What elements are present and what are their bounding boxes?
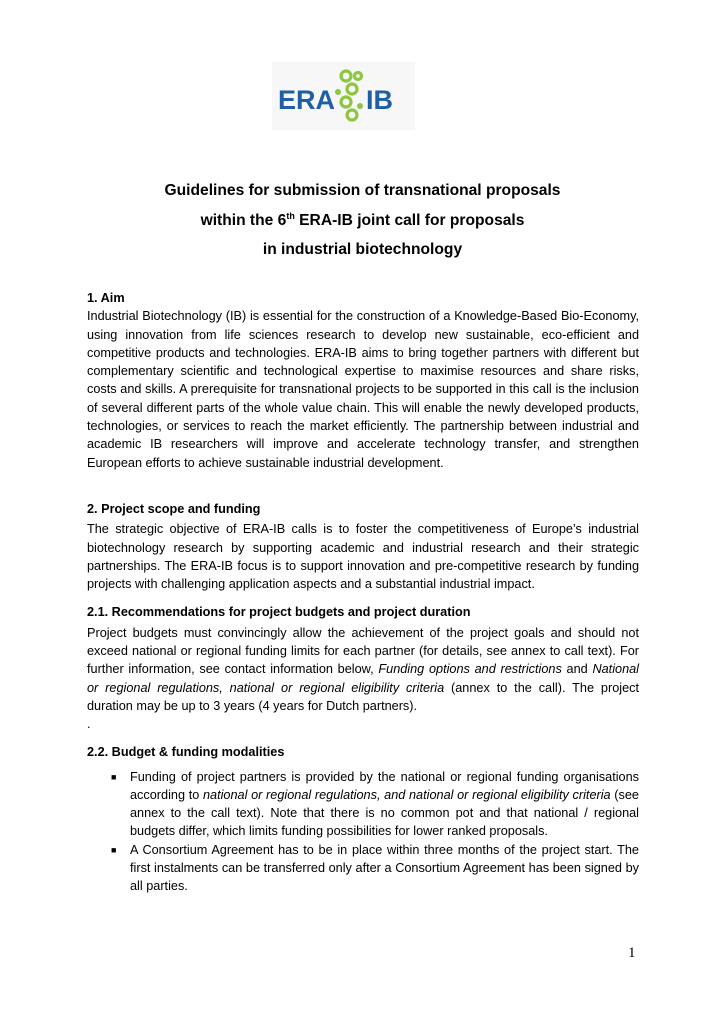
document-title (0, 176, 725, 265)
list-item: ■ Funding of project partners is provided by the national or regional funding organisations according to national or regional regulations, and national or regional eligibility criteria (see annex to the call text). Note that there is no common pot and that national / regional budgets differ, which limits funding possibilities for lower ranked proposals. (111, 769, 639, 839)
title-line-2 (0, 206, 725, 236)
title-line-1: Guidelines for submission of transnational proposals (164, 182, 561, 199)
logo-era-text: ERA (278, 85, 336, 115)
section-2-1-heading: 2.1. Recommendations for project budgets and project duration (87, 605, 471, 620)
section-2-body: The strategic objective of ERA-IB calls is to foster the competitiveness of Europe’s industrial biotechnology research by supporting academic and industrial research and their strategic partnerships. The ERA-IB focus is to support innovation and pre-competitive research by funding projects with challenging application aspects and a substantial industrial impact. (87, 522, 639, 592)
era-ib-logo (272, 62, 415, 130)
era-ib-logo-graphic (272, 62, 415, 130)
bullet-icon: ■ (111, 771, 117, 782)
funding-options-reference: Funding options and restrictions (378, 662, 562, 677)
page-number: 1 (628, 945, 636, 961)
title-line-2-pre: within the 6 (200, 211, 287, 229)
logo-ib-text: IB (366, 85, 393, 115)
document-body (87, 289, 639, 896)
section-2-2-heading: 2.2. Budget & funding modalities (87, 745, 285, 760)
trailing-period: . (87, 717, 91, 732)
section-2-heading: 2. Project scope and funding (87, 501, 261, 516)
title-line-2-post: ERA-IB joint call for proposals (294, 211, 525, 229)
eligibility-reference: national or regional regulations, and national or regional eligibility criteria (202, 787, 611, 802)
section-1-body: Industrial Biotechnology (IB) is essential for the construction of a Knowledge-Based Bio-Economy, using innovation from life sciences research to develop new sustainable, eco-efficient and competitive products and technologies. ERA-IB aims to bring together partners with different but complementary scientific and technological expertise to maximise resources and share risks, costs and skills. A prerequisite for transnational projects to be supported in this call is the inclusion of several different parts of the whole value chain. This will enable the newly developed products, technologies, or services to reach the market efficiently. The partnership between industrial and academic IB researchers will improve and accelerate technology transfer, and strengthen European efforts to achieve sustainable industrial development. (87, 309, 639, 470)
list-item: ■ A Consortium Agreement has to be in place within three months of the project start. The first instalments can be transferred only after a Consortium Agreement has been signed by all parties. (111, 842, 639, 894)
title-line-3: in industrial biotechnology (262, 241, 463, 258)
section-2-1-body: Project budgets must convincingly allow the achievement of the project goals and should not exceed national or regional funding limits for each partner (for details, see annex to call text). For further information, see contact information below, Funding options and restrictions and National or regional regulations, national or regional eligibility criteria (annex to the call). The project duration may be up to 3 years (4 years for Dutch partners). (87, 625, 640, 713)
regulations-reference: National or regional regulations, national or regional eligibility criteria (87, 662, 640, 695)
funding-modalities-list (87, 768, 639, 896)
section-1-heading: 1. Aim (87, 291, 125, 305)
bullet-icon: ■ (111, 844, 117, 855)
title-superscript: th (286, 210, 295, 221)
